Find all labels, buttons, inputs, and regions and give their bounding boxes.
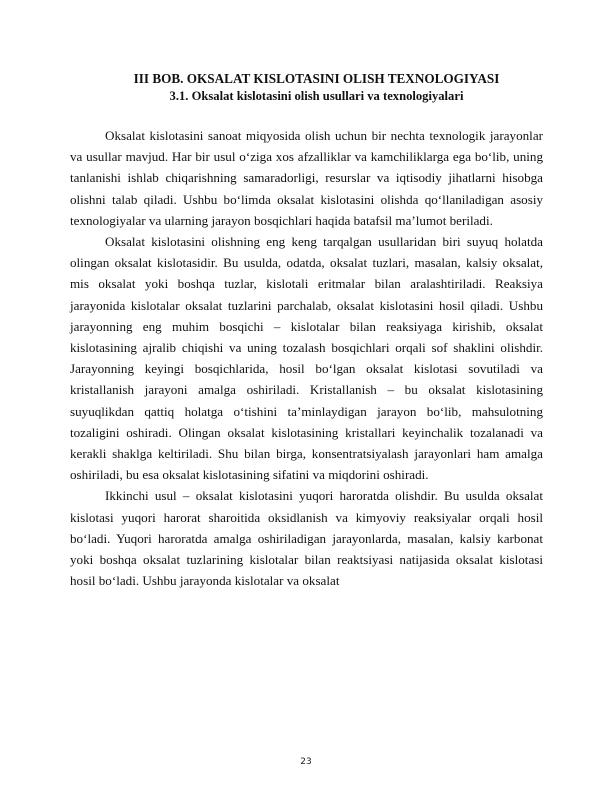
chapter-title: III BOB. OKSALAT KISLOTASINI OLISH TEXNOLOGIYASI (133, 71, 500, 86)
paragraph-1: Oksalat kislotasini sanoat miqyosida olish uchun bir nechta texnologik jarayonlar va usullar mavjud. Har bir usul o‘ziga xos afzalliklar va kamchiliklarga ega bo‘lib, uning tanlanishi ishlab chiqarishning samaradorligi, resurslar va iqtisodiy jihatlarni hisobga olishni talab qiladi. Ushbu bo‘limda oksalat kislotasini olishda qo‘llaniladigan asosiy texnologiyalar va ularning jarayon bosqichlari haqida batafsil ma’lumot beriladi. (70, 128, 543, 228)
paragraph-3: Ikkinchi usul – oksalat kislotasini yuqori haroratda olishdir. Bu usulda oksalat kislotasi yuqori harorat sharoitida oksidlanish va kimyoviy reaksiyalar orqali hosil bo‘ladi. Yuqori haroratda amalga oshiriladigan jarayonlarda, masalan, kalsiy karbonat yoki boshqa oksalat tuzlarining kislotalar bilan reaktsiyasi natijasida oksalat kislotasi hosil bo‘ladi. Ushbu jarayonda kislotalar va oksalat (70, 488, 543, 589)
section-title: 3.1. Oksalat kislotasini olish usullari va texnologiyalari (169, 89, 464, 103)
paragraph-2: Oksalat kislotasini olishning eng keng tarqalgan usullaridan biri suyuq holatda olingan oksalat kislotasidir. Bu usulda, odatda, oksalat tuzlari, masalan, kalsiy oksalat, mis oksalat yoki boshqa tuzlar, kislotali eritmalar bilan aralashtiriladi. Reaksiya jarayonida kislotalar oksalat tuzlarini parchalab, oksalat kislotasini hosil qiladi. Ushbu jarayonning eng muhim bosqichi – kislotalar bilan reaksiyaga kirishib, oksalat kislotasining ajralib chiqishi va uning tozalash bosqichlari orqali sof shaklini olishdir. Jarayonning keyingi bosqichlarida, hosil bo‘lgan oksalat kislotasi sovutiladi va kristallanish jarayoni amalga oshiriladi. Kristallanish – bu oksalat kislotasining suyuqlikdan qattiq holatga o‘tishini ta’minlaydigan jarayon bo‘lib, mahsulotning tozaligini oshiradi. Olingan oksalat kislotasining kristallari keyinchalik tozalanadi va kerakli shaklga keltiriladi. Shu bilan birga, konsentratsiyalash jarayonlari ham amalga oshiriladi, bu esa oksalat kislotasining sifatini va miqdorini oshiradi. (70, 234, 543, 483)
body-text (70, 125, 543, 591)
page-number: 23 (300, 757, 312, 767)
